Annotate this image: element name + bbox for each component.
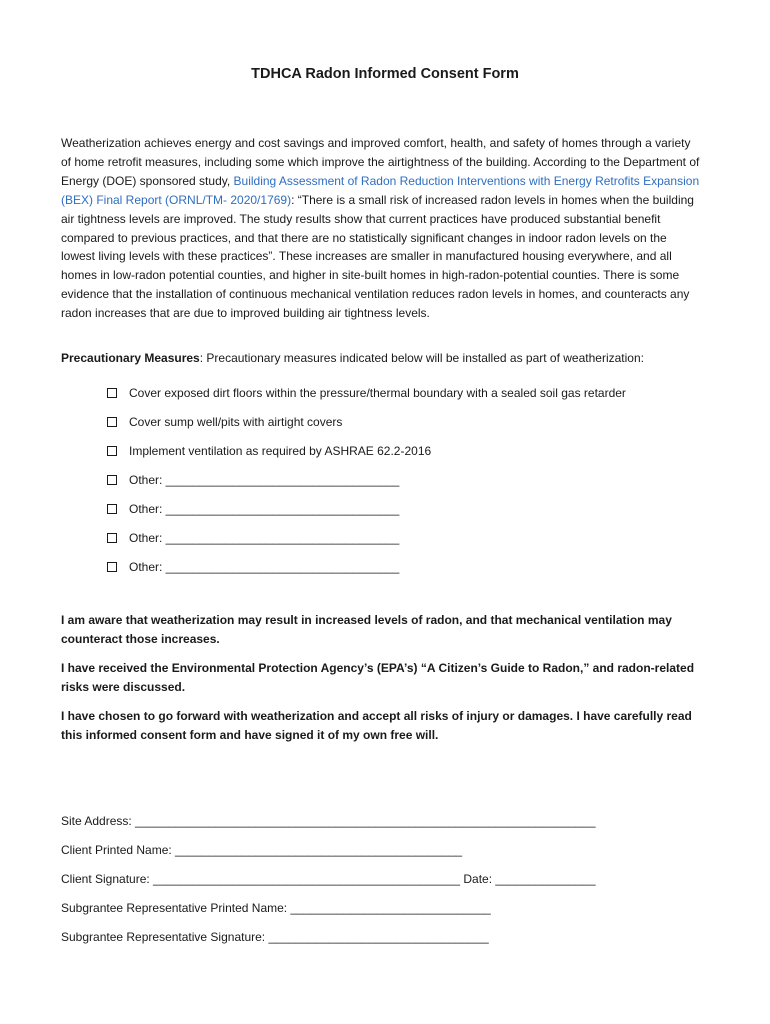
- checkbox[interactable]: [107, 475, 117, 485]
- acknowledgement-radon-increase: I am aware that weatherization may result in increased levels of radon, and that mechanical ventilation may counteract those increases.: [61, 613, 672, 646]
- intro-paragraph: [61, 134, 701, 323]
- checkbox[interactable]: [107, 417, 117, 427]
- measure-label: Cover exposed dirt floors within the pressure/thermal boundary with a sealed soil gas retarder: [129, 385, 626, 400]
- precautionary-measures-label: Precautionary Measures: [61, 351, 200, 365]
- rep-signature-field[interactable]: Subgrantee Representative Signature: _________________________________: [61, 930, 489, 944]
- client-printed-name-field[interactable]: Client Printed Name: ___________________________________________: [61, 843, 463, 857]
- measure-item: [107, 465, 626, 494]
- client-signature-field[interactable]: Client Signature: ______________________________________________ Date: _______________: [61, 872, 596, 886]
- measure-label[interactable]: Other: ___________________________________: [129, 501, 400, 516]
- measure-label: Implement ventilation as required by ASHRAE 62.2-2016: [129, 443, 432, 458]
- measure-item: [107, 436, 626, 465]
- rep-printed-name-field[interactable]: Subgrantee Representative Printed Name: ______________________________: [61, 901, 491, 915]
- measure-item: [107, 407, 626, 436]
- measure-label[interactable]: Other: ___________________________________: [129, 472, 400, 487]
- checkbox[interactable]: [107, 533, 117, 543]
- site-address-field[interactable]: Site Address: _____________________________________________________________________: [61, 814, 596, 828]
- measure-label: Cover sump well/pits with airtight covers: [129, 414, 343, 429]
- intro-text-before: Weatherization achieves energy and cost savings and improved comfort, health, and safety of homes through a variety of home retrofit measures, including some which improve the airtightness of the building. According to the Department of Energy (DOE) sponsored study,: [61, 136, 700, 188]
- intro-text-after: : “There is a small risk of increased radon levels in homes when the building air tightness levels are improved. The study results show that current practices have produced substantial benefit compared to previous practices, and that there are no statistically significant changes in indoor radon levels on the lowest living levels with these practices”. These increases are smaller in manufactured housing everywhere, and all homes in low-radon potential counties, and higher in site-built homes in high-radon-potential counties. There is some evidence that the installation of continuous mechanical ventilation reduces radon levels in homes, and counteracts any radon increases that are due to improved building air tightness levels.: [61, 192, 694, 321]
- form-title: TDHCA Radon Informed Consent Form: [251, 66, 519, 82]
- precautionary-measures-intro: [61, 349, 701, 367]
- checkbox[interactable]: [107, 504, 117, 514]
- measures-checklist: [107, 378, 626, 582]
- measure-item: [107, 553, 626, 582]
- measure-label[interactable]: Other: ___________________________________: [129, 560, 400, 575]
- acknowledgement-free-will: I have chosen to go forward with weatherization and accept all risks of injury or damages. I have carefully read this informed consent form and have signed it of my own free will.: [61, 709, 692, 742]
- acknowledgement-epa-guide: I have received the Environmental Protection Agency’s (EPA’s) “A Citizen’s Guide to Radon,” and radon-related risks were discussed.: [61, 661, 695, 694]
- checkbox[interactable]: [107, 446, 117, 456]
- measure-item: [107, 494, 626, 523]
- checkbox[interactable]: [107, 562, 117, 572]
- precautionary-measures-text: : Precautionary measures indicated below will be installed as part of weatherization:: [199, 351, 644, 365]
- measure-label[interactable]: Other: ___________________________________: [129, 531, 400, 546]
- measure-item: [107, 523, 626, 552]
- bex-report-link[interactable]: Building Assessment of Radon Reduction Interventions with Energy Retrofits Expansion (BEX) Final Report (ORNL/TM- 2020/1769): [61, 173, 700, 207]
- measure-item: [107, 378, 626, 407]
- checkbox[interactable]: [107, 388, 117, 398]
